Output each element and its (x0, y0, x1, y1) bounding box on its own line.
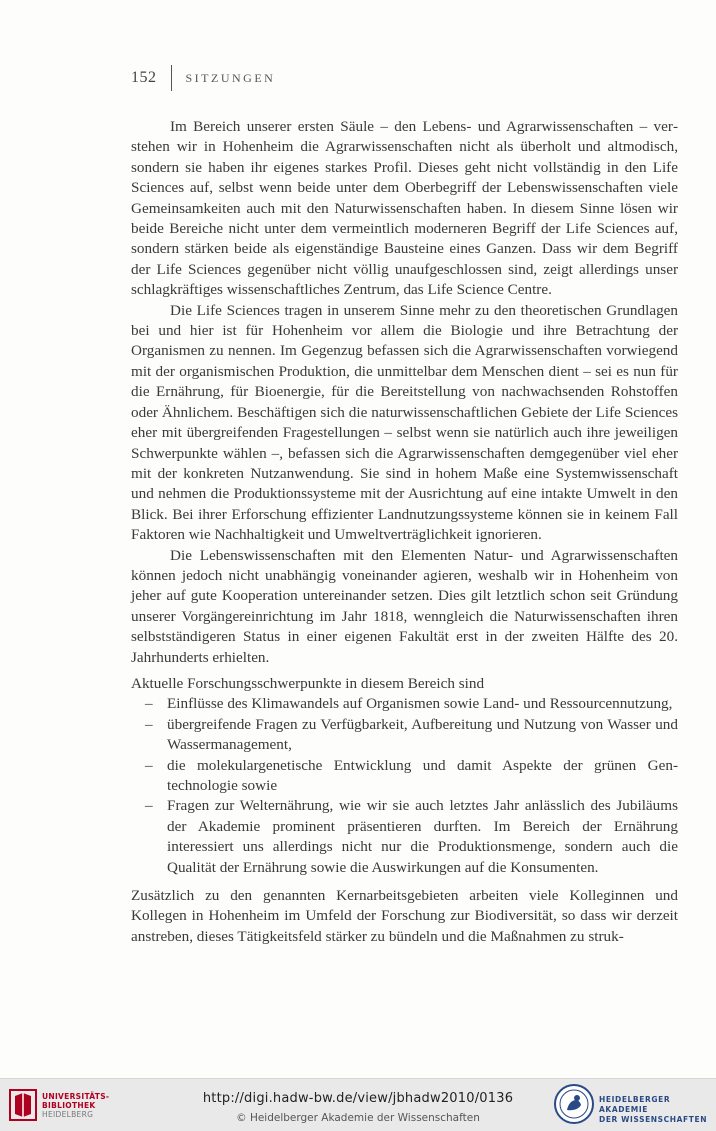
academy-name (599, 1095, 716, 1125)
library-line-2: BIBLIOTHEK (42, 1101, 96, 1110)
academy-line-1: HEIDELBERGER AKADEMIE (599, 1095, 671, 1114)
list-dash: – (145, 695, 153, 713)
paragraph-4: Zusätzlich zu den genannten Kernarbeitsgebieten arbeiten viele Kolleginnen und Kollegen in Hohenheim im Umfeld der Forschung zur Biodiversität, so dass wir derzeit anstreben, dieses Tätigkeitsfeld stärker zu bündeln und die Maßnahmen zu struk- (131, 887, 678, 945)
list-dash: – (145, 797, 153, 815)
list-item (131, 756, 678, 797)
research-focus-list (131, 694, 678, 878)
copyright-notice: © Heidelberger Akademie der Wissenschaften (236, 1112, 480, 1124)
library-line-1: UNIVERSITÄTS- (42, 1092, 110, 1101)
list-item (131, 694, 678, 714)
list-dash: – (145, 715, 153, 733)
list-item-text: Einflüsse des Klimawandels auf Organismen sowie Land- und Ressourcennutzung, (167, 695, 673, 713)
list-item-text: die molekulargenetische Entwicklung und damit Aspekte der grünen Gentechnologie sowie (167, 756, 678, 794)
paragraph-1: Im Bereich unserer ersten Säule – den Lebens- und Agrarwissenschaften – verstehen wir in Hohenheim die Agrarwissenschaften nicht als überholt und altmodisch, sondern sie haben ihr eigenes starkes Profil. Dieses geht nicht vollständig in den Life Sciences auf, selbst wenn beide unter dem Oberbegriff der Lebenswissenschaften viele Gemeinsamkeiten auch mit den Naturwissenschaften haben. In diesem Sinne lösen wir beide Bereiche nicht unter dem vermeintlich moderneren Begriff der Life Sciences auf, sondern stärken beide als eigenständige Bausteine eines Ganzen. Dass wir dem Begriff der Life Sciences gegenüber nicht völlig unaufgeschlossen sind, zeigt allerdings unser schlagkräftiges wissenschaftliches Zentrum, das Life Science Centre. (131, 118, 678, 299)
academy-line-2: DER WISSENSCHAFTEN (599, 1115, 708, 1124)
list-item-text: Fragen zur Welternährung, wie wir sie auch letztes Jahr anlässlich des Jubiläums der Akademie prominent präsentieren durften. Im Bereich der Ernährung interessiert uns allerdings nicht nur die Produktionsmenge, sondern auch die Qualität der Ernährung sowie die Auswirkungen auf die Konsumenten. (167, 797, 678, 876)
list-intro: Aktuelle Forschungsschwerpunkte in diesem Bereich sind (131, 674, 485, 692)
page-header (131, 66, 275, 90)
list-item (131, 796, 678, 878)
header-divider (171, 65, 172, 91)
permalink[interactable]: http://digi.hadw-bw.de/view/jbhadw2010/0136 (202, 1091, 514, 1106)
library-line-3: HEIDELBERG (42, 1110, 94, 1119)
academy-seal-icon (553, 1083, 595, 1125)
list-item (131, 715, 678, 756)
page-number: 152 (131, 69, 157, 86)
paragraph-3: Die Lebenswissenschaften mit den Elementen Natur- und Agrarwissenschaften können jedoch nicht unabhängig voneinander agieren, weshalb wir in Hohenheim von jeher auf gute Kooperation untereinander setzen. Dies gilt letztlich schon seit Gründung unserer Vorgängereinrichtung im Jahr 1818, wenngleich die Naturwissenschaften ihren selbstständigeren Status in einer eigenen Fakultät erst in der zweiten Hälfte des 20. Jahrhunderts erhielten. (131, 546, 678, 666)
paragraph-2: Die Life Sciences tragen in unserem Sinne mehr zu den theoretischen Grundlagen bei und hier ist für Hohenheim vor allem die Biologie und ihre Betrachtung der Organismen zu nennen. Im Gegenzug befassen sich die Agrarwissenschaften vorwiegend mit der organismischen Produktion, die unmittelbar dem Menschen dient – sei es nun für die Ernährung, für Bioenergie, für die Bereitstellung von nachwachsenden Rohstoffen oder Ähnlichem. Beschäftigen sich die naturwissenschaftlichen Gebiete der Life Sciences eher mit übergreifenden Fragestellungen – selbst wenn sie natürlich auch ihre jeweiligen Schwerpunkte wählen –, befassen sich die Agrarwissenschaften demgegenüber viel eher mit der konkreten Nutzanwendung. Sie sind in hohem Maße eine Systemwissenschaft und nehmen die Produktionssysteme mit der Ausrichtung auf eine intakte Umwelt in den Blick. Bei ihrer Erforschung effizienter Landnutzungssysteme können sie in keinem Fall Faktoren wie Nachhaltigkeit und Umweltverträglichkeit ignorieren. (131, 301, 678, 544)
body-text (131, 117, 678, 947)
list-dash: – (145, 756, 153, 774)
digitization-footer (0, 1078, 716, 1131)
list-item-text: übergreifende Fragen zu Verfügbarkeit, Aufbereitung und Nutzung von Wasser und Wassermanagement, (167, 715, 678, 754)
running-title: SITZUNGEN (185, 70, 276, 85)
